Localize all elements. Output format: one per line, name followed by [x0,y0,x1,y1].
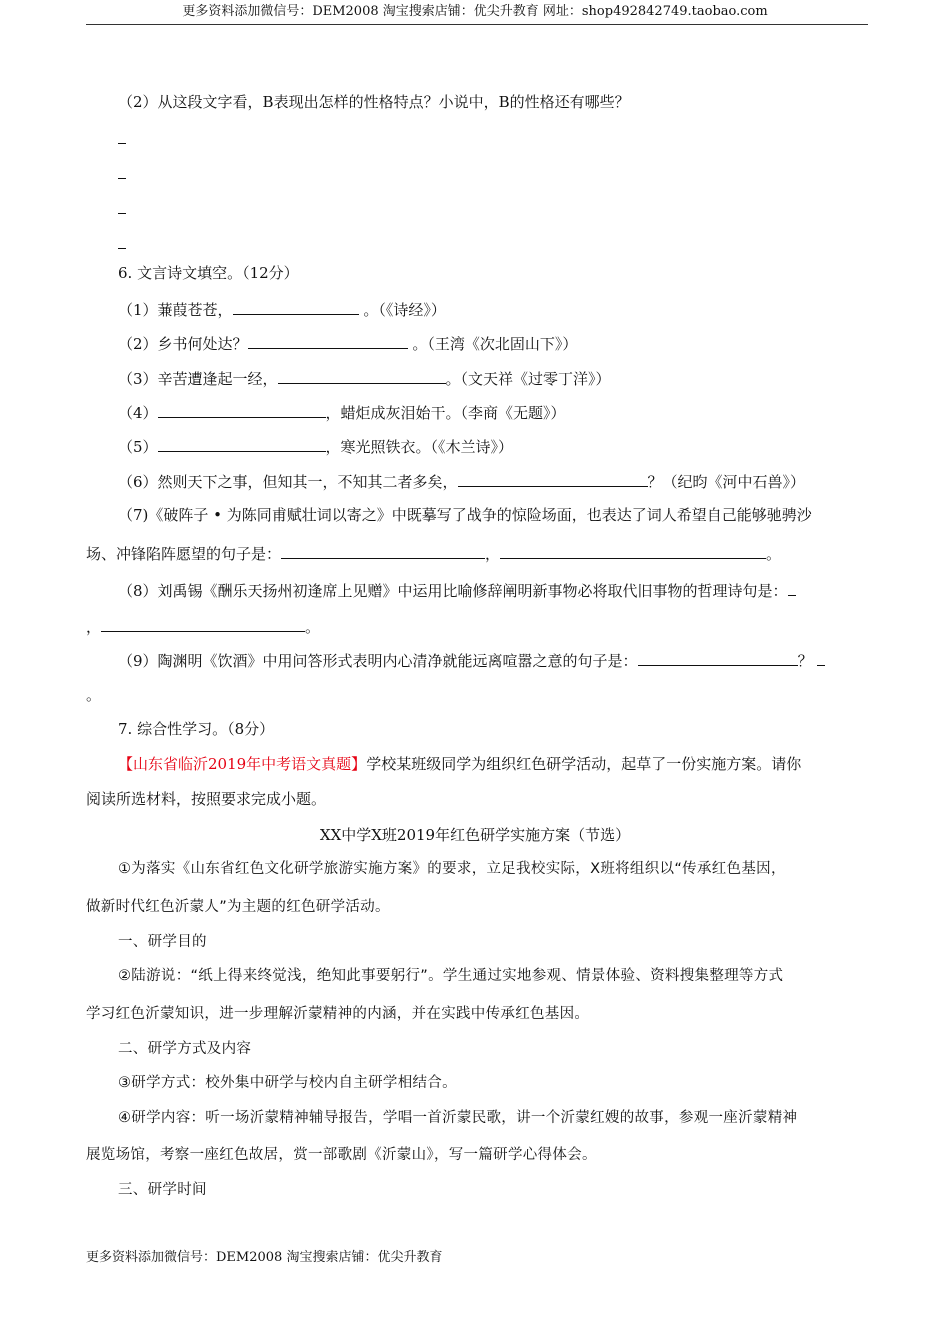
answer-blank-line[interactable] [118,233,866,255]
q6-item-9-line2: 。 [86,686,102,704]
plan-para-1-line1: ①为落实《山东省红色文化研学旅游实施方案》的要求，立足我校实际，X班将组织以“传承红色基因， [118,861,786,877]
header-divider [86,24,868,25]
q6-item-2: （2）乡书何处达？ 。（王湾《次北固山下》） [118,331,866,355]
q6-item-3: （3）辛苦遭逢起一经， 。（文天祥《过零丁洋》） [118,366,866,390]
source-tag: 【山东省临沂2019年中考语文真题】 [118,755,367,773]
q6-item-4: （4） ，蜡炬成灰泪始干。（李商《无题》） [118,400,866,424]
fill-blank[interactable] [788,578,796,596]
plan-para-2-line1: ②陆游说：“纸上得来终觉浅，绝知此事要躬行”。学生通过实地参观、情景体验、资料搜集整理等方式 [118,968,784,984]
plan-para-3: ③研学方式：校外集中研学与校内自主研学相结合。 [118,1075,457,1091]
plan-para-4-line1: ④研学内容：听一场沂蒙精神辅导报告，学唱一首沂蒙民歌，讲一个沂蒙红嫂的故事，参观一座沂蒙精神 [118,1110,798,1126]
q6-item-7-line2: 场、冲锋陷阵愿望的句子是： ， 。 [86,541,866,565]
q6-item-9-line1: （9）陶渊明《饮酒》中用问答形式表明内心清净就能远离喧嚣之意的句子是： ？ [118,648,866,672]
fill-blank[interactable] [638,648,798,666]
q6-item-5: （5） ，寒光照铁衣。（《木兰诗》） [118,434,866,458]
fill-blank[interactable] [248,331,408,349]
q6-item-6: （6）然则天下之事，但知其一，不知其二者多矣， ？（纪昀《河中石兽》） [118,469,866,493]
fill-blank[interactable] [281,541,485,559]
fill-blank[interactable] [500,541,766,559]
plan-para-4-line2: 展览场馆，考察一座红色故居，赏一部歌剧《沂蒙山》，写一篇研学心得体会。 [86,1147,597,1163]
answer-blank-line[interactable] [118,128,866,150]
question-5-2: （2）从这段文字看，B表现出怎样的性格特点？小说中，B的性格还有哪些？ [118,93,630,111]
q7-intro-line1: 【山东省临沂2019年中考语文真题】学校某班级同学为组织红色研学活动，起草了一份实施方案。请你 [118,755,802,773]
plan-heading-2: 二、研学方式及内容 [118,1041,252,1057]
plan-para-2-line2: 学习红色沂蒙知识，进一步理解沂蒙精神的内涵，并在实践中传承红色基因。 [86,1006,590,1022]
question-6-title: 6. 文言诗文填空。（12分） [118,264,299,282]
fill-blank[interactable] [278,366,446,384]
page-footer: 更多资料添加微信号：DEM2008 淘宝搜索店铺：优尖升教育 [86,1250,443,1265]
page-header: 更多资料添加微信号：DEM2008 淘宝搜索店铺：优尖升教育 网址：shop492842749.taobao.com [182,4,768,19]
fill-blank[interactable] [158,400,326,418]
q7-intro-line2: 阅读所选材料，按照要求完成小题。 [86,790,327,808]
question-7-title: 7. 综合性学习。（8分） [118,720,275,738]
fill-blank[interactable] [101,614,305,632]
plan-title: XX中学X班2019年红色研学实施方案（节选） [319,826,631,844]
fill-blank[interactable] [817,648,825,666]
fill-blank[interactable] [158,434,326,452]
plan-heading-1: 一、研学目的 [118,934,207,950]
plan-para-1-line2: 做新时代红色沂蒙人”为主题的红色研学活动。 [86,899,390,915]
q6-item-7-line1: （7)《破阵子 • 为陈同甫赋壮词以寄之》中既摹写了战争的惊险场面，也表达了词人希望自己能够驰骋沙 [118,506,812,524]
q6-item-8-line2: ， 。 [86,614,866,638]
answer-blank-line[interactable] [118,163,866,185]
fill-blank[interactable] [233,297,359,315]
q6-item-1: （1）蒹葭苍苍， 。（《诗经》） [118,297,866,321]
q6-item-8-line1: （8）刘禹锡《酬乐天扬州初逢席上见赠》中运用比喻修辞阐明新事物必将取代旧事物的哲理诗句是： [118,578,866,602]
answer-blank-line[interactable] [118,198,866,220]
fill-blank[interactable] [458,469,648,487]
plan-heading-3: 三、研学时间 [118,1182,207,1198]
